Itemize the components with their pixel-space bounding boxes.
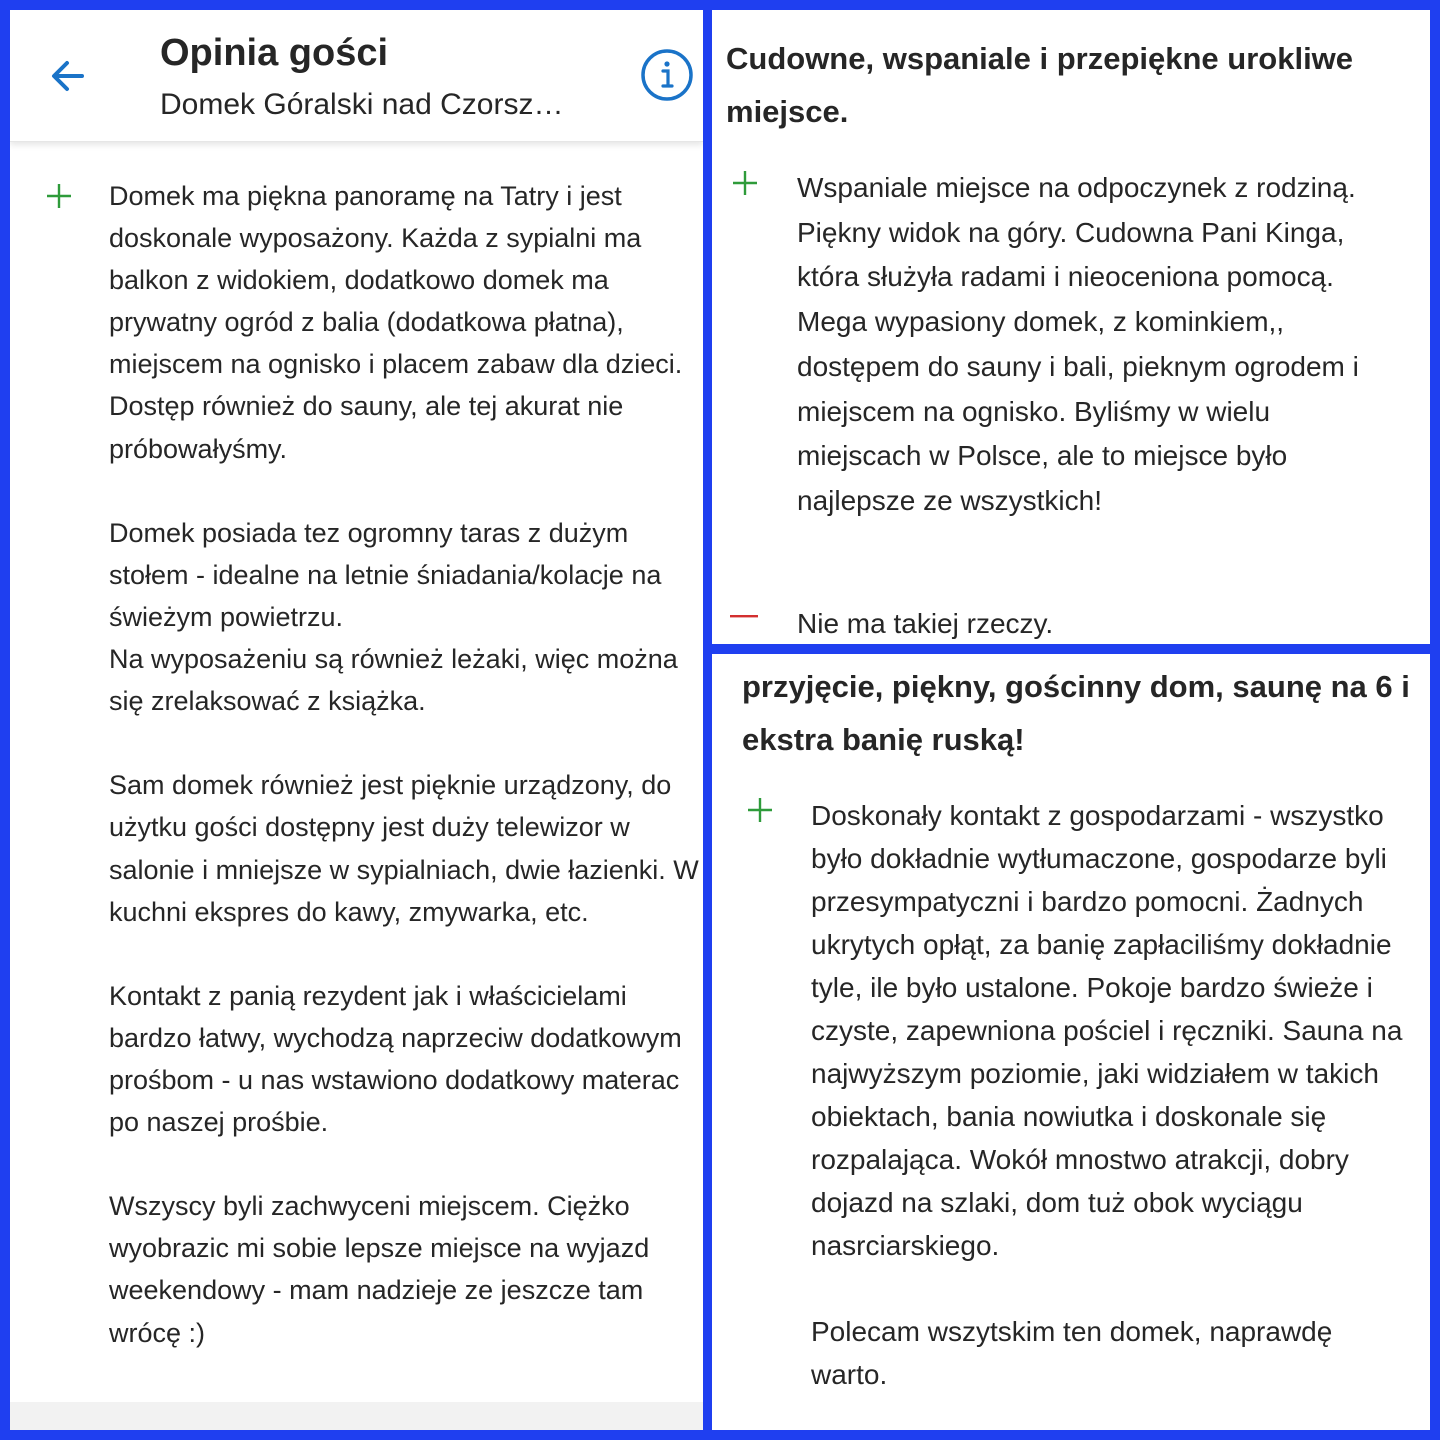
review-pros-text: Domek ma piękna panoramę na Tatry i jest doskonale wyposażony. Każda z sypialni ma balkon z widokiem, dodatkowo domek ma prywatny ogród z balia (dodatkowa płatna), miejscem na ognisko i placem zabaw dla dzieci. Dostęp również do sauny, ale tej akurat nie próbowałyśmy. Domek posiada tez ogromny taras z dużym stołem - idealne na letnie śniadania/kolacje na świeżym powietrzu. Na wyposażeniu są również leżaki, więc można się zrelaksować z książka. Sam domek również jest pięknie urządzony, do użytku gości dostępny jest duży telewizor w salonie i mniejsze w sypialniach, dwie łazienki. W kuchni ekspres do kawy, zmywarka, etc. Kontakt z panią rezydent jak i właścicielami bardzo łatwy, wychodzą naprzeciw dodatkowym prośbom - u nas wstawiono dodatkowy materac po naszej prośbie. Wszyscy byli zachwyceni miejscem. Ciężko wyobrazic mi sobie lepsze miejsce na wyjazd weekendowy - mam nadzieje ze jeszcze tam wrócę :) bbox=[109, 181, 699, 1348]
review-title: przyjęcie, piękny, gościnny dom, saunę na 6 i ekstra banię ruską! bbox=[742, 669, 1410, 757]
page-title: Opinia gości bbox=[160, 32, 389, 74]
review-cons-text: Nie ma takiej rzeczy. bbox=[797, 608, 1054, 639]
review-panel-right-top bbox=[712, 10, 1430, 644]
review-pros-text: Doskonały kontakt z gospodarzami - wszystko było dokładnie wytłumaczone, gospodarze byli przesympatyczni i bardzo pomocni. Żadnych ukrytych opłąt, za banię zapłaciliśmy dokładnie tyle, ile było ustalone. Pokoje bardzo świeże i czyste, zapewniona pościel i ręczniki. Sauna na najwyższym poziomie, jaki widziałem w takich obiektach, bania nowiutka i doskonale się rozpalająca. Wokół mnostwo atrakcji, dobry dojazd na szlaki, dom tuż obok wyciągu nasrciarskiego. Polecam wszytskim ten domek, naprawdę warto. bbox=[811, 800, 1403, 1390]
app-bar bbox=[10, 10, 703, 142]
review-panel-left bbox=[10, 10, 703, 1430]
page-subtitle: Domek Góralski nad Czorsz… bbox=[160, 88, 564, 121]
minus-icon bbox=[730, 615, 758, 619]
review-title: Cudowne, wspaniale i przepiękne urokliwe miejsce. bbox=[726, 41, 1354, 129]
footer-strip bbox=[10, 1402, 703, 1430]
plus-icon bbox=[747, 797, 773, 823]
plus-icon bbox=[46, 183, 72, 209]
info-button[interactable] bbox=[640, 48, 694, 102]
review-panel-right-bottom bbox=[712, 654, 1430, 1430]
back-button[interactable] bbox=[44, 52, 92, 100]
arrow-left-icon bbox=[48, 56, 88, 96]
info-icon bbox=[640, 48, 694, 102]
review-pros-text: Wspaniale miejsce na odpoczynek z rodziną. Piękny widok na góry. Cudowna Pani Kinga, która służyła radami i nieoceniona pomocą. Mega wypasiony domek, z kominkiem,, dostępem do sauny i bali, pieknym ogrodem i miejscem na ognisko. Byliśmy w wielu miejscach w Polsce, ale to miejsce było najlepsze ze wszystkich! bbox=[797, 172, 1359, 516]
plus-icon bbox=[732, 170, 758, 196]
